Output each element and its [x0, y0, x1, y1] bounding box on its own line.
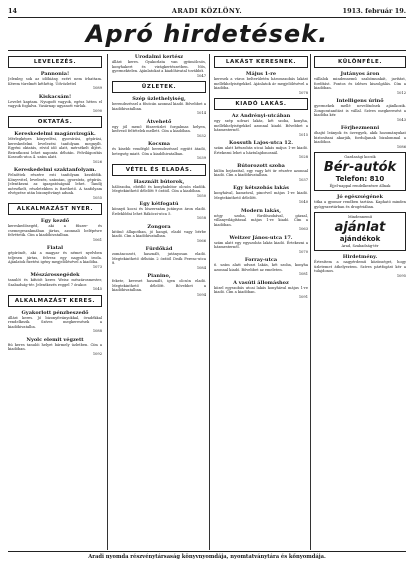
classified-ad — [214, 113, 308, 137]
ad-text: szám alatt egy egyszobás lakás kiadó. Értekezni a házmesternél. — [214, 240, 308, 249]
classified-ad — [112, 119, 206, 139]
ad-text: fekete, keveset használt, igen olcsón eladó. Megtekinthető délelőtt. Bővebbet a kiadóhivatalban. — [112, 279, 206, 292]
classified-ad — [112, 246, 206, 270]
classified-ad — [8, 131, 102, 164]
ad-number: 1089 — [92, 86, 102, 90]
page-header — [8, 6, 406, 17]
classified-ad — [8, 337, 102, 357]
newspaper-page — [8, 6, 406, 562]
ad-text: hálószoba, ebédlő és konyhabútor olcsón eladók. Megtekinthető délelőtt 9 órától. Cím a kiadóban. — [112, 184, 206, 193]
ad-number: 1070 — [298, 249, 308, 254]
classified-ad — [8, 71, 102, 91]
ad-heading: Fiatal — [46, 245, 64, 251]
display-ad-headline: Bér-autók — [323, 159, 397, 175]
ad-heading: Jutányos áron — [340, 71, 380, 77]
section-title: Apró hirdetések. — [85, 20, 329, 48]
column-4 — [314, 54, 406, 550]
ad-heading: Zongora — [147, 223, 171, 230]
ad-text: kereskedősegéd, aki a fűszer- és csemegeszakmában jártas, azonnali belépésre felvétetik. Cím a kiadóhivatalban. — [8, 224, 102, 237]
ad-number: 1063 — [298, 227, 308, 231]
ad-text: óhajtó leányok és özvegyek, akik hozományukat biztosítani akarják, forduljanak bizalommal a kiadóhoz. — [314, 131, 406, 144]
ad-number: 1092 — [92, 351, 102, 356]
ad-number: 1032 — [196, 133, 206, 138]
ad-text: négy szoba, fürdőszobával, gázzal, villanyvilágítással május 1-re kiadó. Cím a kiadóban. — [214, 213, 308, 227]
ad-heading: Mészárossegédek — [30, 272, 80, 278]
ad-number: 1037 — [298, 177, 308, 182]
category-heading: LEVELEZÉS. — [8, 56, 102, 68]
ad-heading: Egy kétfogatú — [139, 201, 179, 207]
ad-heading: Az Andrényi-utcában — [231, 113, 291, 119]
classified-ad — [112, 273, 206, 297]
classified-ad — [314, 125, 406, 149]
ad-heading: Május 1-re — [245, 71, 277, 77]
ad-text: Értesítem a nagyérdemű közönséget, hogy üzletemet áthelyeztem. Szíves pártfogást kér a tulajdonos. — [314, 260, 406, 273]
ad-heading: Modern lakás, — [241, 207, 281, 214]
classified-ad — [214, 257, 308, 277]
display-advertisement — [314, 152, 406, 191]
category-heading: ALKALMAZÁST KERES. — [8, 295, 102, 307]
classified-ad — [214, 208, 308, 232]
classified-ad — [314, 194, 406, 209]
ad-text: gyermekek mellé nevelőnőnek ajánlkozik. Zongoratanítást is vállal. Szíves megkeresést a kiadóba kér. — [314, 104, 406, 117]
ad-text: szám alatt kétszobás utcai lakás május 1-re kiadó. Értekezni lehet a háztulajdonosnál. — [214, 146, 308, 155]
display-ad-headline: ajánlat — [334, 219, 386, 235]
ad-number: 1028 — [298, 155, 308, 159]
display-ad-footer: Éjjel-nappal rendelkezésre állnak — [329, 183, 391, 188]
ad-number: 1086 — [396, 144, 406, 149]
ad-text: közel egyszobás utcai lakás konyhával május 1-re kiadó. Cím a kiadóban. — [214, 285, 308, 294]
classified-ad — [214, 163, 308, 183]
ad-text: állást keres. Gyakorlata van gyümölcsös, konyhakert és virágkertészetben. Nős, gyermektelen. Ajánlatokat a kiadóhivatal továbbít. — [112, 60, 206, 73]
ad-text: keresek a város belterületén háromszobás lakást mellékhelyiségekkel. Ajánlatok ár megjelölésével a kiadóba. — [214, 77, 308, 90]
ad-heading: Kiskacsám! — [38, 93, 72, 100]
ad-text: Jelenleg sok az időhiány, ezért nem írhattam. Kérem türelmét kéthétig. Üdvözlettel — [8, 77, 102, 86]
page-number: 14 — [8, 7, 18, 15]
column-2 — [112, 54, 206, 550]
classified-ad — [112, 96, 206, 116]
display-ad-footer: Arad, Szabadság-tér — [341, 243, 379, 248]
classified-ad — [214, 140, 308, 160]
ad-text: fiú keres tanulói helyet bármely üzletben. Cím a kiadóban. — [8, 342, 102, 351]
ad-number: 1081 — [298, 272, 308, 276]
ad-number: 1045 — [92, 287, 102, 291]
ad-text: Felnőttek részére esti tanfolyam kezdődik. Könyvvitel, levelezés, számtan, gyorsírás, gépírás. Jelentkezni az igazgatóságnál lehet. Tandíj mérsékelt, részletekben is fizethető. A tanfolyam elvégzése után bizonyítványt adunk. — [8, 173, 102, 195]
ad-text: zománcozott, használt, jutányosan eladó. Megtekinthető délután 2 órától Deák Ferenc-utca 8. — [112, 252, 206, 265]
category-heading: ALKALMAZÁST NYER. — [8, 203, 102, 215]
newspaper-name: ARADI KÖZLÖNY. — [171, 7, 243, 15]
ad-number: 1088 — [92, 329, 102, 333]
column-divider — [107, 54, 108, 550]
column-1 — [8, 54, 102, 550]
ad-heading: Kereskedelmi magánvizsgák. — [14, 131, 96, 137]
ad-number: 1039 — [196, 156, 206, 160]
classified-ad — [112, 224, 206, 244]
ad-number: 1026 — [92, 159, 102, 164]
display-advertisement — [314, 212, 406, 251]
ad-text: egy szép udvari lakás, két szoba, konyha, mellékhelyiségekkel azonnal kiadó. Bővebbet a házmesternél. — [214, 119, 308, 132]
ad-text: 6. szám alatt udvari lakás, két szoba, konyha azonnal kiadó. Bővebbet az emeleten. — [214, 263, 308, 272]
display-ad-subline: Telefon: 810 — [335, 174, 385, 183]
classified-ad — [8, 218, 102, 242]
ad-text: tanulót és kifutót keres Weisz mészárosmester, Szabadság-tér. Jelentkezés reggel 7 órakor. — [8, 278, 102, 287]
ad-number: 1015 — [298, 132, 308, 137]
ad-number: 1047 — [196, 73, 206, 78]
category-heading: KIADÓ LAKÁS. — [214, 98, 308, 110]
ad-heading: Egy kétszobás lakás — [233, 185, 289, 191]
ad-number: 1091 — [298, 294, 308, 299]
classified-ad — [214, 235, 308, 255]
ad-number: 1090 — [92, 108, 102, 113]
ad-text: berendezéssel a főutcán azonnal kiadó. Bővebbet a kiadóhivatalban. — [112, 102, 206, 111]
ad-number: 1050 — [196, 193, 206, 198]
footer-rule — [8, 551, 406, 552]
ad-text: kitűnő állapotban, jó hangú, eladó vagy bérbe kiadó. Cím a kiadóhivatalban. — [112, 229, 206, 238]
ad-number: 1095 — [396, 273, 406, 278]
display-ad-top: Gazdasági kocsik — [344, 155, 376, 159]
column-divider — [209, 54, 210, 550]
column-divider — [310, 54, 311, 550]
ad-number: 1058 — [196, 216, 206, 220]
classified-ad — [8, 94, 102, 114]
ad-text: könnyű kocsi és lószerszám jutányos áron eladó. Érdeklődni lehet Rákóczi-utca 5. — [112, 207, 206, 216]
ad-number: 1073 — [92, 264, 102, 269]
display-ad-top: Mindennemű — [347, 215, 373, 219]
ad-heading: Bútorozott szoba — [237, 162, 285, 169]
ad-heading: Szép üzlethelyiség, — [132, 96, 186, 102]
ad-text: és kisebb vendéglő berendezéssel együtt átadó, betegség miatt. Cím a kiadóhivatalban. — [112, 147, 206, 156]
classified-ad — [112, 179, 206, 199]
ad-text: Mérlegképes könyvelési, gyorsírási, gépírási, kereskedelmi levelezési tanfolyam megnyílt. Egyéni oktatás, rövid idő alatt, mérsékelt díjért. Beiratkozni lehet naponta délután. Felvilágosítás Kossuth-utca 4. szám alatt. — [8, 137, 102, 159]
issue-date: 1913. február 19. — [342, 7, 406, 15]
ad-number: 1014 — [196, 111, 206, 115]
ad-number: 1094 — [196, 292, 206, 297]
ad-heading: Intelligens úrinő — [336, 98, 384, 104]
classified-ad — [8, 310, 102, 334]
ad-heading: Pianino, — [147, 273, 171, 279]
classified-ad — [214, 280, 308, 300]
ad-text: vállalok mindennemű szabómunkát, javítást, fordítást. Pontos és ízléses kiszolgálás. Cím a kiadóban. — [314, 77, 406, 90]
ad-text: konyhával, kamrával, pincével május 1-re kiadó. Megtekinthető délelőtt. — [214, 191, 308, 200]
classified-ad — [112, 141, 206, 161]
ad-number: 1061 — [92, 237, 102, 242]
ad-heading: Fürdőkád — [145, 246, 173, 252]
classified-ad — [8, 272, 102, 292]
ad-heading: A vasúti állomáshoz — [233, 279, 289, 286]
category-heading: LAKÁST KERESNEK. — [214, 56, 308, 68]
classified-ad — [314, 71, 406, 95]
printer-imprint: Aradi nyomda részvénytársaság könyvnyomdája, nyomtatványtára és kőnyomdája. — [88, 554, 326, 560]
ad-heading: Gyakorlott pénzbeszedő — [21, 309, 89, 316]
classified-ad — [8, 167, 102, 200]
category-heading: VÉTEL ÉS ELADÁS. — [112, 164, 206, 176]
ad-text: Levelet kaptam. Nyugodt vagyok, egész héten el vagyok foglalva. Vasárnap ugyanott várlak. — [8, 99, 102, 108]
ad-heading: Weitzer János-utca 17. — [229, 234, 293, 241]
category-heading: ÜZLETEK. — [112, 81, 206, 93]
ad-number: 1066 — [196, 238, 206, 243]
ad-text: külön bejárattal, egy vagy két úr részére azonnal kiadó. Cím a kiadóhivatalban. — [214, 168, 308, 177]
classified-ad — [314, 98, 406, 122]
ad-heading: Urodalmi kertész — [134, 54, 184, 60]
ad-heading: Kereskedelmi szaktanfolyam. — [13, 167, 97, 173]
ad-number: 1043 — [396, 117, 406, 122]
ad-heading: Pannonia! — [40, 71, 70, 77]
ad-heading: Nyolc elemit végzett — [26, 336, 84, 343]
ad-heading: Kocsma — [148, 141, 170, 147]
classified-ad — [314, 254, 406, 278]
ad-text: titka a gyomor rendben tartása. Kapható minden gyógyszertárban és drogériában. — [314, 200, 406, 209]
ad-heading: Forray-utca — [244, 257, 278, 263]
title-rule — [8, 50, 406, 51]
display-ad-subline: ajándékok — [339, 234, 381, 243]
classified-ad — [112, 201, 206, 221]
ad-number: 1084 — [196, 265, 206, 270]
category-heading: OKTATÁS. — [8, 116, 102, 128]
ad-heading: Férjhezmenni — [340, 125, 380, 131]
ad-heading: Kossuth Lajos-utca 12. — [229, 140, 293, 146]
header-rule — [8, 17, 406, 18]
category-heading: KÜLÖNFÉLE. — [314, 56, 406, 68]
ad-text: állást keres. Jó bizonyítványokkal, óvadékkal rendelkezik. Szíves megkeresések a kiadóhivatalba. — [8, 315, 102, 329]
classified-ad — [8, 245, 102, 269]
ad-text: egy jól menő fűszerüzlet forgalmas helyen, kedvező feltételek mellett. Cím a kiadóban. — [112, 124, 206, 133]
classified-ad — [214, 185, 308, 205]
ad-heading: Átvehető — [146, 118, 172, 125]
column-3 — [214, 54, 308, 550]
ad-number: 1078 — [298, 90, 308, 95]
classified-ad — [112, 54, 206, 78]
ad-number: 1012 — [396, 90, 406, 95]
ad-text: gépírónőt, aki a magyar és német nyelvben teljesen jártas, felvesz egy nagyobb iroda. Ajánlatok fizetési igény megjelölésével a kiadóba. — [8, 251, 102, 264]
ad-heading: Jó egészségének — [337, 194, 383, 200]
ad-heading: Hirdetmény. — [342, 254, 378, 260]
ad-number: 1040 — [298, 200, 308, 204]
classified-ad — [214, 71, 308, 95]
ad-number: 1055 — [92, 195, 102, 200]
ad-heading: Használt bútorok, — [133, 178, 185, 185]
ad-heading: Egy kezdő — [40, 218, 70, 224]
